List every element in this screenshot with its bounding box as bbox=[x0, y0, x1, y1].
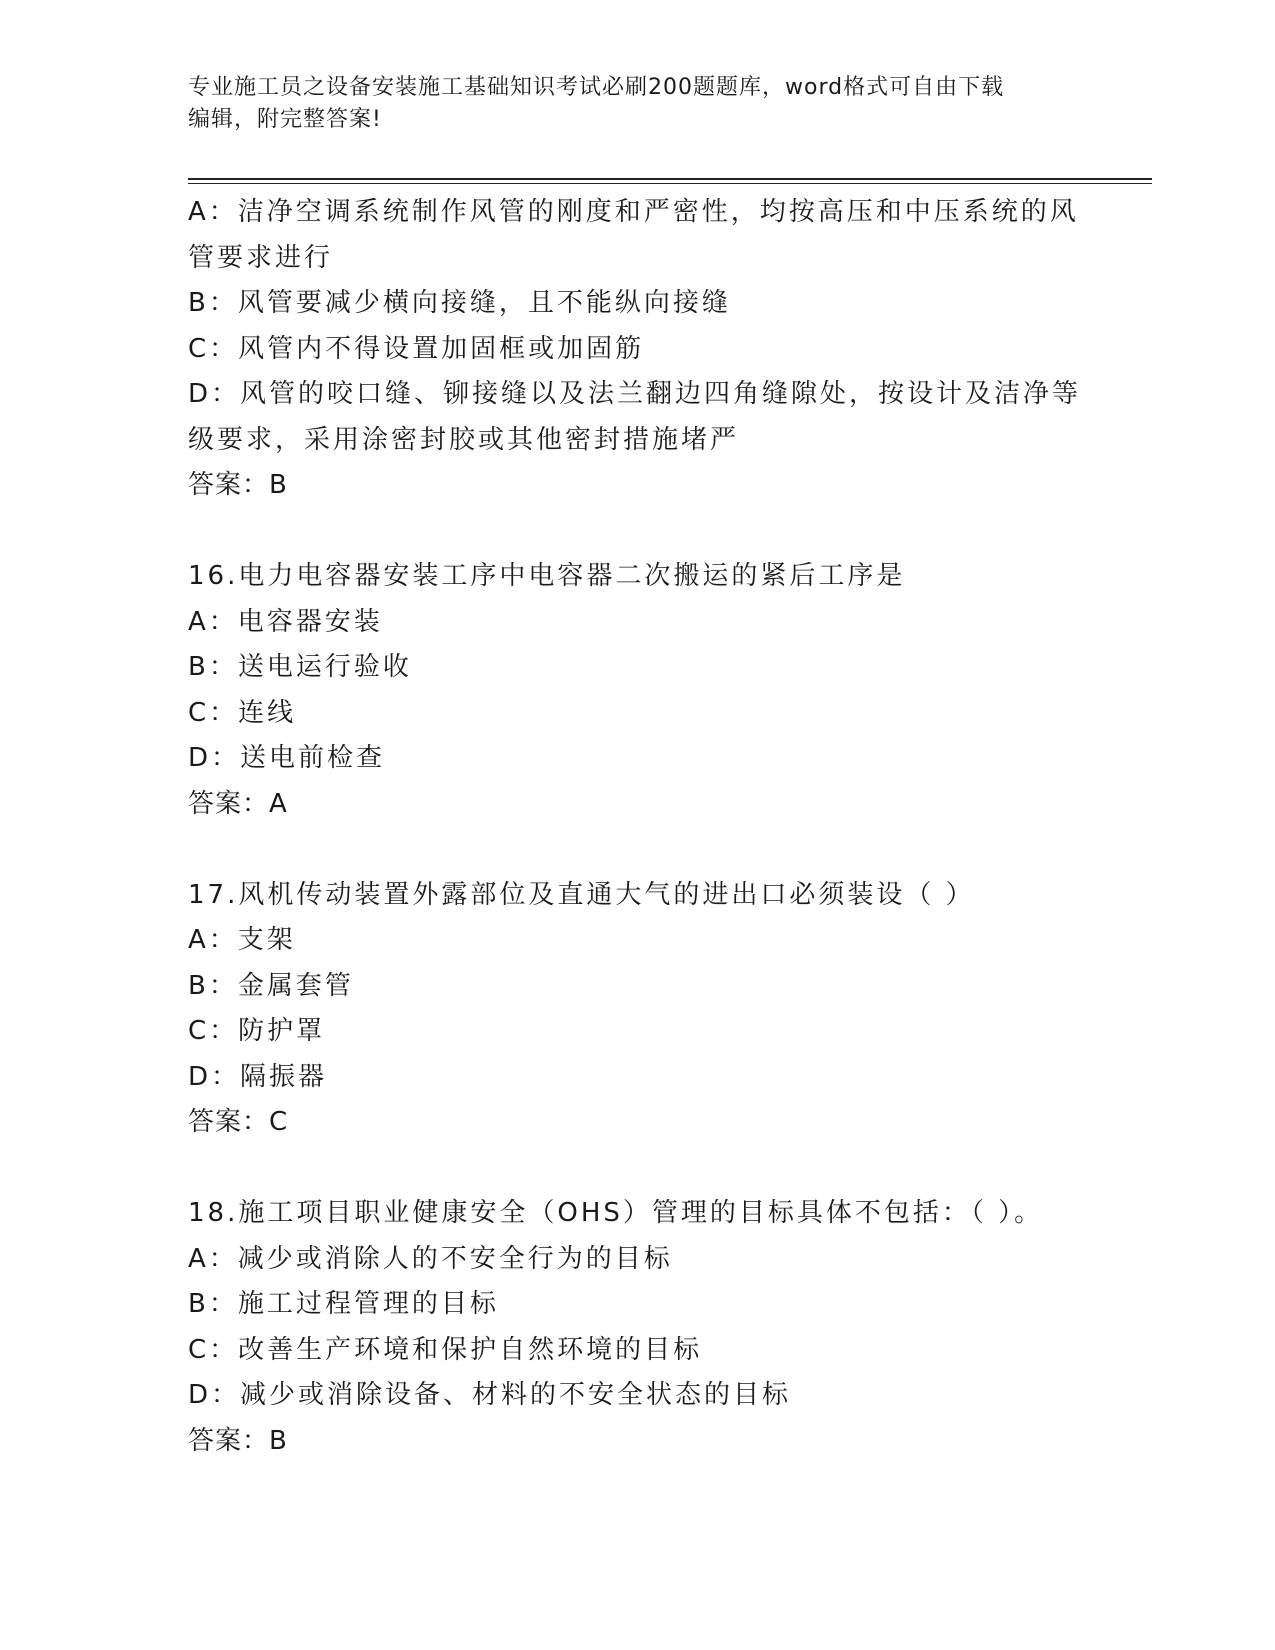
spacer bbox=[188, 509, 1088, 555]
q17-option-c: C：防护罩 bbox=[188, 1016, 326, 1046]
question-17-block bbox=[188, 873, 1088, 1146]
q18-option-b: B：施工过程管理的目标 bbox=[188, 1289, 499, 1319]
q15-option-d-line-2: 级要求，采用涂密封胶或其他密封措施堵严 bbox=[188, 424, 740, 455]
header-divider-thick bbox=[188, 178, 1152, 180]
q17-question: 17.风机传动装置外露部位及直通大气的进出口必须装设（ ） bbox=[188, 879, 975, 910]
header-divider-thin bbox=[188, 183, 1152, 184]
q16-option-d: D：送电前检查 bbox=[188, 743, 386, 773]
question-16-block bbox=[188, 554, 1088, 827]
q18-option-c: C：改善生产环境和保护自然环境的目标 bbox=[188, 1334, 703, 1365]
document-header bbox=[188, 72, 1088, 136]
header-title-line-1: 专业施工员之设备安装施工基础知识考试必刷200题题库，word格式可自由下载 bbox=[188, 75, 1005, 100]
q15-option-b: B：风管要减少横向接缝，且不能纵向接缝 bbox=[188, 288, 731, 318]
q16-option-c: C：连线 bbox=[188, 697, 297, 728]
q16-question: 16.电力电容器安装工序中电容器二次搬运的紧后工序是 bbox=[188, 561, 906, 591]
question-18-block bbox=[188, 1191, 1088, 1464]
header-title-line-2: 编辑，附完整答案! bbox=[188, 107, 382, 132]
q16-answer: 答案：A bbox=[188, 788, 288, 819]
q17-option-a: A：支架 bbox=[188, 925, 296, 955]
q15-answer: 答案：B bbox=[188, 470, 288, 500]
q15-option-c: C：风管内不得设置加固框或加固筋 bbox=[188, 333, 645, 364]
q15-option-d-line-1: D：风管的咬口缝、铆接缝以及法兰翻边四角缝隙处，按设计及洁净等 bbox=[188, 379, 1082, 409]
spacer bbox=[188, 1146, 1088, 1192]
q18-option-a: A：减少或消除人的不安全行为的目标 bbox=[188, 1243, 673, 1274]
q15-option-a-line-2: 管要求进行 bbox=[188, 242, 334, 273]
spacer bbox=[188, 827, 1088, 873]
q18-option-d: D：减少或消除设备、材料的不安全状态的目标 bbox=[188, 1380, 792, 1410]
question-15-block bbox=[188, 190, 1088, 509]
q16-option-b: B：送电运行验收 bbox=[188, 652, 412, 682]
q17-answer: 答案：C bbox=[188, 1107, 289, 1137]
q16-option-a: A：电容器安装 bbox=[188, 606, 383, 637]
q18-answer: 答案：B bbox=[188, 1425, 288, 1456]
document-body bbox=[188, 190, 1088, 1464]
q17-option-d: D：隔振器 bbox=[188, 1061, 328, 1092]
q18-question: 18.施工项目职业健康安全（OHS）管理的目标具体不包括：（ ）。 bbox=[188, 1198, 1044, 1228]
q15-option-a-line-1: A：洁净空调系统制作风管的刚度和严密性，均按高压和中压系统的风 bbox=[188, 197, 1079, 227]
q17-option-b: B：金属套管 bbox=[188, 970, 354, 1001]
